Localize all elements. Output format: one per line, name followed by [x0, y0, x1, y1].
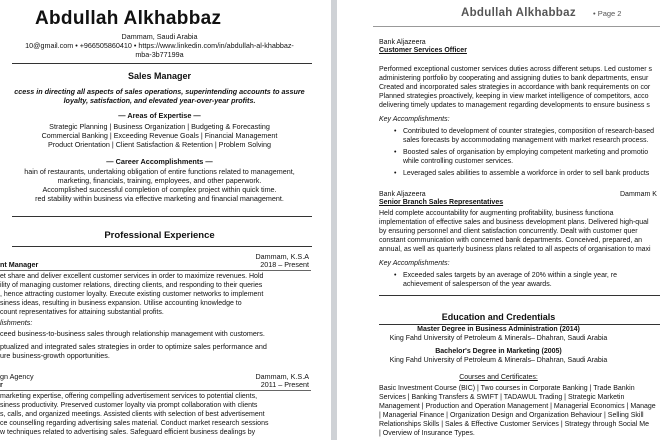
- experience-heading: Professional Experience: [104, 230, 215, 241]
- degree-school: King Fahd University of Petroleum & Minerals– Dhahran, Saudi Arabia: [389, 335, 608, 342]
- header-name: Abdullah Alkhabbaz: [461, 7, 576, 19]
- candidate-name: Abdullah Alkhabbaz: [35, 8, 222, 29]
- bullet-line: sales forecasts by accommodating management with market research process.: [403, 137, 649, 144]
- courses-list: [379, 384, 656, 438]
- accomplishment-item: [389, 169, 649, 178]
- accomplishment-item: [389, 271, 617, 289]
- bullet-line: • Contributed to development of counter strategies, composition of research-based: [403, 128, 654, 135]
- description-line: et share and deliver excellent customer services in order to maximize revenues. Hold: [0, 273, 264, 280]
- expertise-line: Commercial Banking | Exceeding Revenue Goals | Financial Management: [41, 131, 278, 140]
- description-line: Performed exceptional customer services duties across different setups. Led customer s: [379, 66, 652, 73]
- divider: [0, 390, 311, 391]
- accomplishment-item-cont: ure business-growth opportunities.: [0, 351, 110, 360]
- degree-school: King Fahd University of Petroleum & Minerals– Dhahran, Saudi Arabia: [389, 357, 608, 364]
- courses-line: | Overview of Insurance Types.: [379, 430, 475, 437]
- job-dates: 2011 – Present: [260, 380, 309, 389]
- description-line: annual, as well as quarterly business plans related to all aspects of organisation to maxi: [379, 246, 651, 253]
- job-dates: 2018 – Present: [260, 260, 309, 269]
- job-title: nt Manager: [0, 260, 39, 269]
- job-location: Dammam K: [620, 191, 657, 198]
- bullet-line: while controlling customer services.: [403, 158, 514, 165]
- company-name: Bank Aljazeera: [379, 39, 426, 46]
- expertise-line: Strategic Planning | Business Organization | Budgeting & Forecasting: [49, 122, 270, 131]
- description-line: constant communication with concerned bank departments. Conceived, prepared, an: [379, 237, 643, 244]
- courses-heading: Courses and Certificates:: [459, 374, 538, 381]
- job-title: r: [0, 380, 3, 389]
- job-location: Dammam, K.S.A: [255, 252, 309, 261]
- description-line: marketing expertise, offering compelling advertisement services to potential clients,: [0, 393, 258, 400]
- description-line: delivering timely updates to management regarding developments to ensure business s: [379, 102, 650, 109]
- job-description: [0, 272, 311, 317]
- courses-line: Basic Investment Course (BIC) | Two courses in Corporate Banking | Trade Bankin: [379, 385, 635, 392]
- accomplishment-line: marketing, financials, training, employees, and other paperwork.: [57, 176, 262, 185]
- bullet-line: • Leveraged sales abilities to assemble a workforce in order to sell bank products: [403, 170, 650, 177]
- contact-line: 10@gmail.com • +966505860410 • https://www.linkedin.com/in/abdullah-al-khabbaz-: [25, 41, 294, 50]
- description-line: Planned strategies proactively, keeping in view market intelligence of competitors, acco: [379, 93, 649, 100]
- accomplishment-item: [389, 148, 648, 166]
- job-description: [379, 65, 660, 110]
- summary-line: loyalty, satisfaction, and elevated year-over-year profits.: [63, 96, 256, 105]
- expertise-heading: — Areas of Expertise —: [118, 111, 201, 120]
- divider: [379, 295, 660, 296]
- accomplishments-heading: — Career Accomplishments —: [106, 157, 213, 166]
- expertise-line: Product Orientation | Client Satisfaction & Retention | Problem Solving: [47, 140, 272, 149]
- page-number: • Page 2: [593, 9, 622, 18]
- description-line: count representatives for attaining substantial profits.: [0, 309, 164, 316]
- divider: [373, 26, 660, 27]
- degree-title: Bachelor's Degree in Marketing (2005): [435, 348, 562, 355]
- description-line: siness ideas, resulting in business expansion. Utilise accounting knowledge to: [0, 300, 242, 307]
- description-line: ce counselling regarding advertising sales material. Conduct market research sessions: [0, 420, 269, 427]
- summary-line: ccess in directing all aspects of sales operations, superintending accounts to assure: [14, 87, 305, 96]
- accomplishment-item: [389, 127, 654, 145]
- accomplishment-line: hain of restaurants, undertaking obligation of entire functions related to management,: [24, 167, 295, 176]
- degree-title: Master Degree in Business Administration (2014): [417, 326, 580, 333]
- description-line: administering portfolio by cooperating and assigning duties to bank departments, ensur: [379, 75, 649, 82]
- job-description: [0, 392, 311, 437]
- job-location: Dammam, K.S.A: [255, 372, 309, 381]
- company-name: Bank Aljazeera: [379, 191, 426, 198]
- courses-line: Management | Production and Operation Management | Managerial Economics | Manage: [379, 403, 656, 410]
- key-accomplishments-label: lishments:: [0, 318, 33, 327]
- education-heading: Education and Credentials: [441, 312, 556, 322]
- resume-page-2: [337, 0, 660, 440]
- job-title: Customer Services Officer: [379, 47, 467, 54]
- bullet-line: • Exceeded sales targets by an average of 20% within a single year, re: [403, 272, 618, 279]
- description-line: siness productivity. Preserved customer loyalty via prompt collaboration with clients: [0, 402, 258, 409]
- description-line: ility of managing customer relations, directing clients, and responding to their queries: [0, 282, 263, 289]
- contact-line-cont: mba-3b77199a: [135, 50, 184, 59]
- description-line: , hence attracting customer loyalty. Execute existing customer networks to implement: [0, 291, 264, 298]
- key-accomplishments-label: Key Accomplishments:: [379, 116, 450, 123]
- accomplishment-line: red stability within business via effective marketing and financial management.: [35, 194, 284, 203]
- accomplishment-item: ceed business-to-business sales through relationship management with customers.: [0, 329, 265, 338]
- courses-line: | Managerial Finance | Organization Design and Organization Behaviour | Selling Skill: [379, 412, 644, 419]
- bullet-line: • Boosted sales of organisation by employing competent marketing and promotio: [403, 149, 649, 156]
- job-description: [379, 209, 660, 254]
- courses-line: Services | Banking Transfers & SWIFT | TADAWUL Trading | Strategic Marketin: [379, 394, 625, 401]
- description-line: by ensuring personnel and client satisfaction concurrently. Dealt with customer quer: [379, 228, 638, 235]
- resume-title: Sales Manager: [127, 71, 192, 81]
- bullet-line: achievement of salesperson of the year awards.: [403, 281, 552, 288]
- divider: [12, 246, 312, 247]
- accomplishment-item: ptualized and integrated sales strategies in order to optimize sales performance and: [0, 342, 267, 351]
- description-line: Created and incorporated sales strategies in accordance with bank requirements on cor: [379, 84, 651, 91]
- divider: [0, 270, 311, 271]
- job-title: Senior Branch Sales Representatives: [379, 199, 504, 206]
- description-line: s, calls, and organized meetings. Assisted clients with selection of best advertisement: [0, 411, 265, 418]
- accomplishment-line: Accomplished successful completion of complex project within quick time.: [42, 185, 277, 194]
- courses-line: Relationships Skills | Sales & Effective Customer Services | Strategy through Social Me: [379, 421, 650, 428]
- key-accomplishments-label: Key Accomplishments:: [379, 260, 450, 267]
- description-line: w techniques related to advertising sales. Safeguard efficient business dealings by: [0, 429, 256, 436]
- divider: [12, 216, 312, 217]
- divider: [12, 63, 312, 64]
- description-line: Held complete accountability for augmenting profitability, business functiona: [379, 210, 614, 217]
- description-line: implementation of effective sales and business development plans. Delivered high-qual: [379, 219, 649, 226]
- location: Dammam, Saudi Arabia: [121, 32, 198, 41]
- company-name: gn Agency: [0, 372, 34, 381]
